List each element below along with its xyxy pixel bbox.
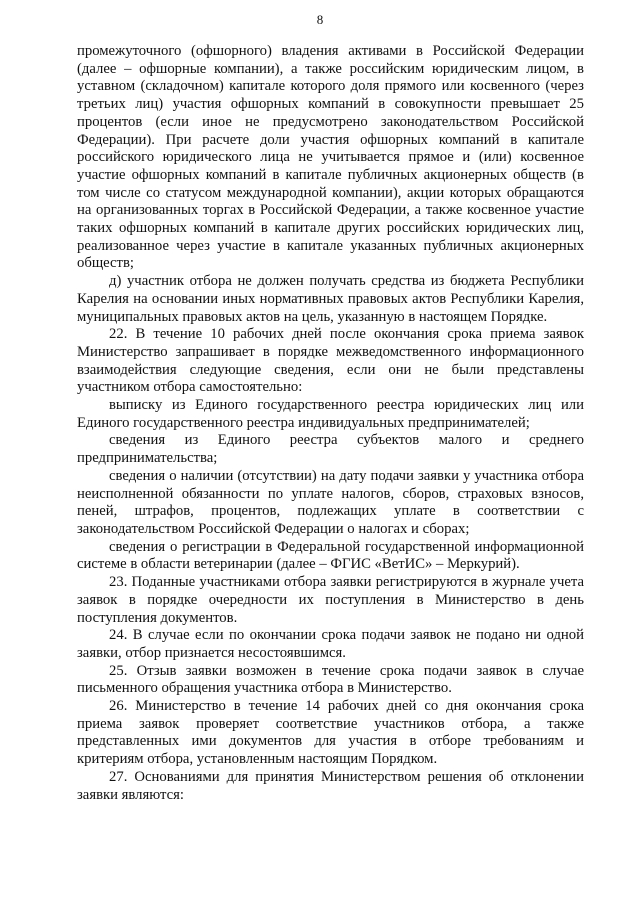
paragraph-offshore-continuation: промежуточного (офшорного) владения активами в Российской Федерации (далее – офшорные компании), а также российским юридическим лицом, в уставном (складочном) капитале которого доля прямого или косвенного (через третьих лиц) участия офшорных компаний в совокупности превышает 25 процентов (если иное не предусмотрено законодательством Российской Федерации). При расчете доли участия офшорных компаний в капитале российского юридического лица не учитывается прямое и (или) косвенное участие офшорных компаний в капитале публичных акционерных обществ (в том числе со статусом международной компании), акции которых обращаются на организованных торгах в Российской Федерации, а также косвенное участие таких офшорных компаний в капитале других российских юридических лиц, реализованное через участие в капитале указанных публичных акционерных обществ;	[77, 43, 584, 272]
document-body	[77, 43, 584, 804]
paragraph-24: 24. В случае если по окончании срока подачи заявок не подано ни одной заявки, отбор признается несостоявшимся.	[77, 627, 584, 661]
paragraph-22-sme-registry: сведения из Единого реестра субъектов малого и среднего предпринимательства;	[77, 432, 584, 467]
page-number: 8	[316, 12, 324, 27]
paragraph-22-vetis-registration: сведения о регистрации в Федеральной государственной информационной системе в области ветеринарии (далее – ФГИС «ВетИС» – Меркурий).	[77, 538, 584, 573]
paragraph-item-d: д) участник отбора не должен получать средства из бюджета Республики Карелия на основании иных нормативных правовых актов Республики Карелия, муниципальных правовых актов на цель, указанную в настоящем Порядке.	[77, 273, 584, 325]
paragraph-26: 26. Министерство в течение 14 рабочих дней со дня окончания срока приема заявок проверяет соответствие участников отбора, а также представленных ими документов для участия в отборе требованиям и критериям отбора, установленным настоящим Порядком.	[77, 698, 584, 768]
paragraph-27: 27. Основаниями для принятия Министерством решения об отклонении заявки являются:	[77, 768, 584, 803]
paragraph-22-egrul-extract: выписку из Единого государственного реестра юридических лиц или Единого государственного реестра индивидуальных предпринимателей;	[77, 397, 584, 431]
paragraph-25: 25. Отзыв заявки возможен в течение срока подачи заявок в случае письменного обращения участника отбора в Министерство.	[77, 662, 584, 697]
paragraph-22-tax-obligations: сведения о наличии (отсутствии) на дату подачи заявки у участника отбора неисполненной обязанности по уплате налогов, сборов, страховых взносов, пеней, штрафов, процентов, подлежащих уплате в соответствии с законодательством Российской Федерации о налогах и сборах;	[77, 467, 584, 537]
paragraph-22: 22. В течение 10 рабочих дней после окончания срока приема заявок Министерство запрашивает в порядке межведомственного информационного взаимодействия следующие сведения, если они не были представлены участником отбора самостоятельно:	[77, 326, 584, 396]
paragraph-23: 23. Поданные участниками отбора заявки регистрируются в журнале учета заявок в порядке очередности их поступления в Министерство в день поступления документов.	[77, 574, 584, 626]
